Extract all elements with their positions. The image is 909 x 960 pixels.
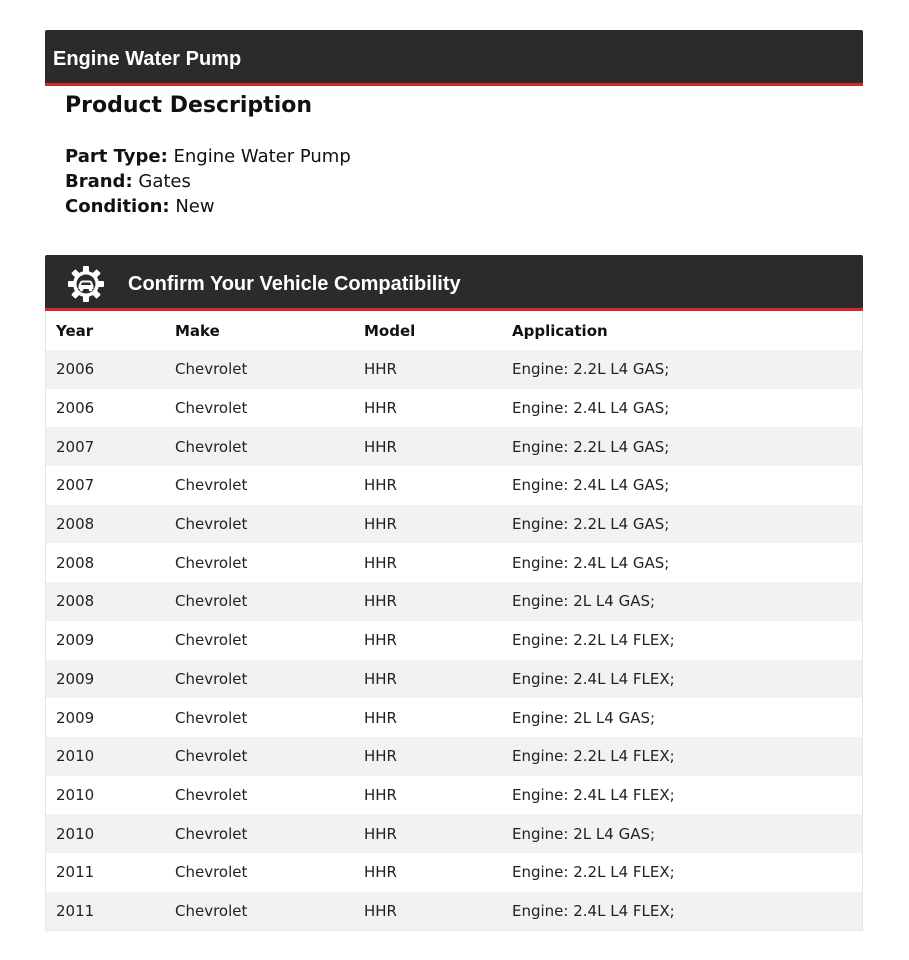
column-header-model: Model [354,311,502,350]
table-row [46,698,862,737]
cell-make: Chevrolet [165,853,354,892]
table-row [46,389,862,428]
column-header-application: Application [502,311,862,350]
table-row [46,582,862,621]
table-row [46,621,862,660]
cell-make: Chevrolet [165,505,354,544]
gear-car-icon [66,264,106,304]
cell-year: 2008 [46,505,165,544]
cell-make: Chevrolet [165,660,354,699]
spec-value: New [175,196,215,217]
product-description [65,88,845,219]
cell-year: 2007 [46,427,165,466]
cell-year: 2009 [46,698,165,737]
table-row [46,737,862,776]
spec-label: Part Type: [65,146,168,167]
cell-model: HHR [354,853,502,892]
cell-make: Chevrolet [165,776,354,815]
page-title: Engine Water Pump [53,48,242,70]
compatibility-table-wrapper [45,311,863,931]
cell-make: Chevrolet [165,543,354,582]
cell-application: Engine: 2.2L L4 FLEX; [502,853,862,892]
cell-application: Engine: 2.4L L4 GAS; [502,466,862,505]
cell-make: Chevrolet [165,466,354,505]
cell-make: Chevrolet [165,427,354,466]
cell-model: HHR [354,892,502,931]
cell-make: Chevrolet [165,737,354,776]
table-header-row [46,311,862,350]
spec-value: Gates [138,171,191,192]
title-bar [45,30,863,86]
cell-model: HHR [354,427,502,466]
cell-application: Engine: 2.4L L4 GAS; [502,389,862,428]
description-heading: Product Description [65,93,313,118]
table-row [46,427,862,466]
spec-part-type [65,144,845,169]
cell-make: Chevrolet [165,582,354,621]
cell-year: 2006 [46,389,165,428]
cell-make: Chevrolet [165,621,354,660]
spec-label: Brand: [65,171,133,192]
table-row [46,853,862,892]
compatibility-title: Confirm Your Vehicle Compatibility [128,273,461,295]
cell-model: HHR [354,814,502,853]
table-row [46,466,862,505]
cell-make: Chevrolet [165,350,354,389]
cell-application: Engine: 2.2L L4 GAS; [502,505,862,544]
cell-model: HHR [354,466,502,505]
cell-model: HHR [354,737,502,776]
cell-application: Engine: 2.4L L4 FLEX; [502,660,862,699]
spec-list [65,144,845,219]
column-header-make: Make [165,311,354,350]
cell-application: Engine: 2L L4 GAS; [502,698,862,737]
cell-model: HHR [354,698,502,737]
cell-model: HHR [354,582,502,621]
table-row [46,505,862,544]
compatibility-bar [45,255,863,311]
table-body [46,350,862,930]
cell-application: Engine: 2.4L L4 FLEX; [502,892,862,931]
table-row [46,660,862,699]
cell-year: 2010 [46,776,165,815]
cell-model: HHR [354,350,502,389]
cell-model: HHR [354,776,502,815]
cell-application: Engine: 2.2L L4 GAS; [502,350,862,389]
cell-year: 2010 [46,737,165,776]
cell-make: Chevrolet [165,698,354,737]
cell-application: Engine: 2.2L L4 GAS; [502,427,862,466]
cell-year: 2010 [46,814,165,853]
cell-model: HHR [354,505,502,544]
cell-application: Engine: 2.2L L4 FLEX; [502,737,862,776]
cell-year: 2011 [46,892,165,931]
cell-application: Engine: 2L L4 GAS; [502,814,862,853]
spec-label: Condition: [65,196,170,217]
cell-model: HHR [354,389,502,428]
table-row [46,543,862,582]
cell-model: HHR [354,621,502,660]
cell-year: 2008 [46,582,165,621]
table-row [46,892,862,931]
cell-application: Engine: 2L L4 GAS; [502,582,862,621]
table-row [46,776,862,815]
cell-make: Chevrolet [165,814,354,853]
cell-year: 2011 [46,853,165,892]
cell-year: 2009 [46,621,165,660]
spec-brand [65,169,845,194]
cell-model: HHR [354,543,502,582]
spec-condition [65,194,845,219]
compatibility-table [46,311,862,930]
cell-year: 2008 [46,543,165,582]
cell-model: HHR [354,660,502,699]
cell-make: Chevrolet [165,389,354,428]
column-header-year: Year [46,311,165,350]
cell-make: Chevrolet [165,892,354,931]
cell-year: 2007 [46,466,165,505]
cell-application: Engine: 2.4L L4 GAS; [502,543,862,582]
spec-value: Engine Water Pump [173,146,351,167]
cell-year: 2006 [46,350,165,389]
table-row [46,350,862,389]
cell-application: Engine: 2.2L L4 FLEX; [502,621,862,660]
cell-application: Engine: 2.4L L4 FLEX; [502,776,862,815]
cell-year: 2009 [46,660,165,699]
table-row [46,814,862,853]
